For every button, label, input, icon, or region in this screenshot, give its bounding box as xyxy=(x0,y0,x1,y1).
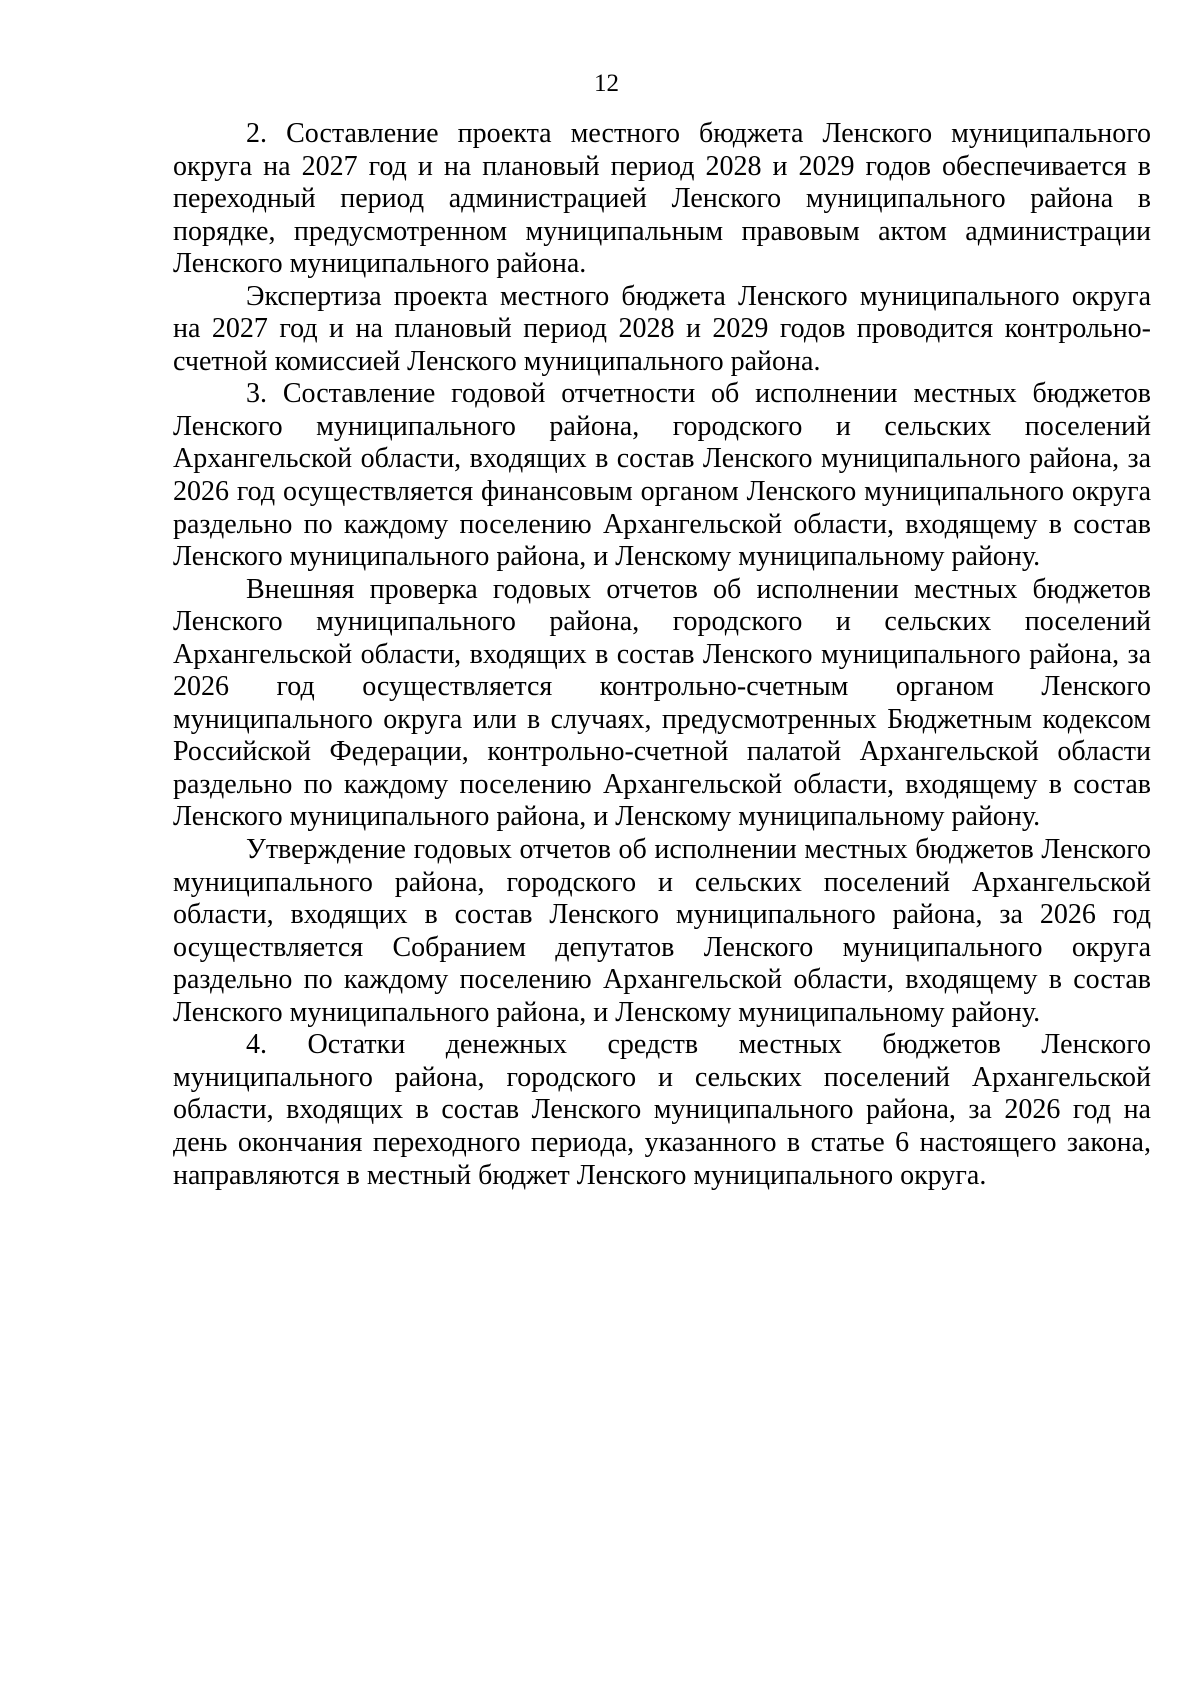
paragraph-external-audit: Внешняя проверка годовых отчетов об исполнении местных бюджетов Ленского муниципального района, городского и сельских поселений Архангельской области, входящих в состав Ленского муниципального района, за 2026 год осуществляется контрольно-счетным органом Ленского муниципального округа или в случаях, предусмотренных Бюджетным кодексом Российской Федерации, контрольно-счетной палатой Архангельской области раздельно по каждому поселению Архангельской области, входящему в состав Ленского муниципального района, и Ленскому муниципальному району. xyxy=(173,573,1151,833)
document-body xyxy=(173,118,1151,1192)
paragraph-4-fund-balances: 4. Остатки денежных средств местных бюджетов Ленского муниципального района, городского и сельских поселений Архангельской области, входящих в состав Ленского муниципального района, за 2026 год на день окончания переходного периода, указанного в статье 6 настоящего закона, направляются в местный бюджет Ленского муниципального округа. xyxy=(173,1029,1151,1191)
paragraph-2-budget-preparation: 2. Составление проекта местного бюджета Ленского муниципального округа на 2027 год и на плановый период 2028 и 2029 годов обеспечивается в переходный период администрацией Ленского муниципального района в порядке, предусмотренном муниципальным правовым актом администрации Ленского муниципального района. xyxy=(173,118,1151,280)
paragraph-budget-expertise: Экспертиза проекта местного бюджета Ленского муниципального округа на 2027 год и на плановый период 2028 и 2029 годов проводится контрольно-счетной комиссией Ленского муниципального района. xyxy=(173,280,1151,377)
page-number: 12 xyxy=(594,70,619,97)
paragraph-reports-approval: Утверждение годовых отчетов об исполнении местных бюджетов Ленского муниципального района, городского и сельских поселений Архангельской области, входящих в состав Ленского муниципального района, за 2026 год осуществляется Собранием депутатов Ленского муниципального округа раздельно по каждому поселению Архангельской области, входящему в состав Ленского муниципального района, и Ленскому муниципальному району. xyxy=(173,834,1151,1028)
paragraph-3-annual-reporting: 3. Составление годовой отчетности об исполнении местных бюджетов Ленского муниципального района, городского и сельских поселений Архангельской области, входящих в состав Ленского муниципального района, за 2026 год осуществляется финансовым органом Ленского муниципального округа раздельно по каждому поселению Архангельской области, входящему в состав Ленского муниципального района, и Ленскому муниципальному району. xyxy=(173,378,1151,573)
